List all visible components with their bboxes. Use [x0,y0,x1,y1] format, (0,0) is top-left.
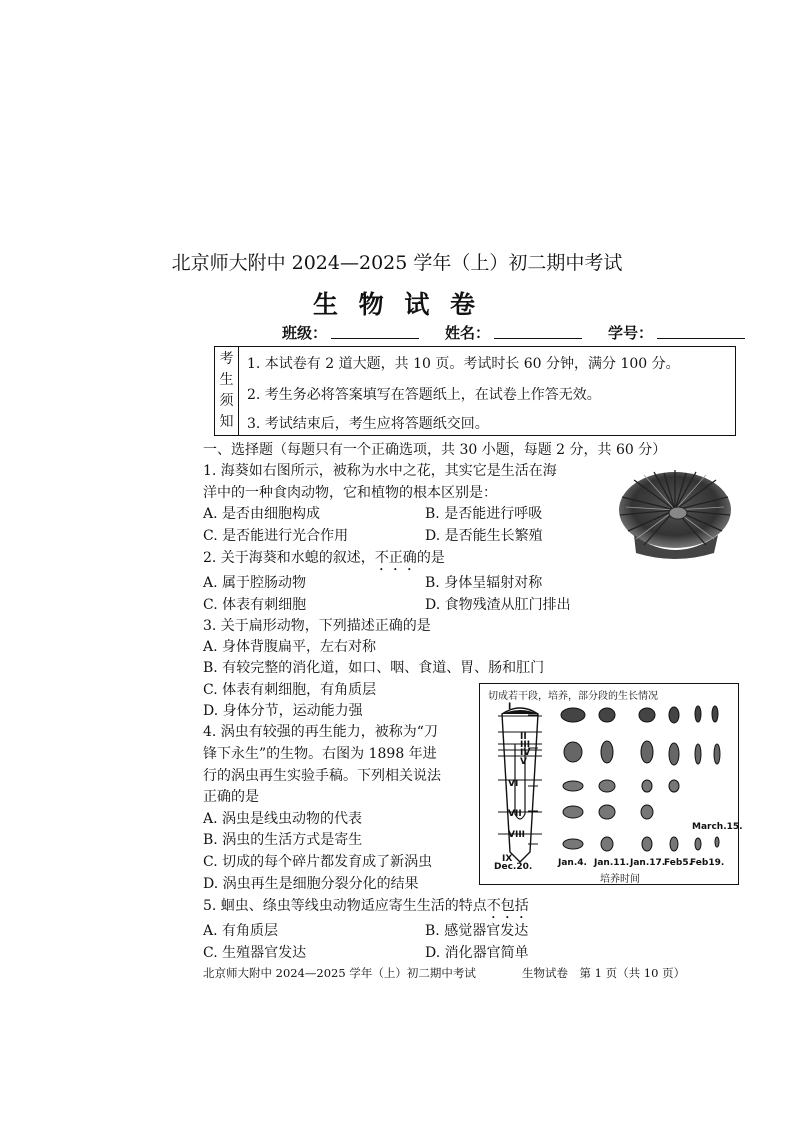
q5-option-a: A. 有角质层 [203,923,279,939]
q1-option-a: A. 是否由细胞构成 [203,506,321,522]
row-label: VIII [508,830,526,840]
q4-option-a: A. 涡虫是线虫动物的代表 [203,811,363,827]
date-label: Jan.11. [594,858,630,868]
q5-stem-emphasis: 不包括 [486,898,529,914]
q2-option-c: C. 体表有刺细胞 [203,597,307,613]
q4-option-c: C. 切成的每个碎片都发育成了新涡虫 [203,854,433,870]
paper-title: 北京师大附中 2024—2025 学年（上）初二期中考试 [171,252,623,274]
notice-box [214,346,736,436]
row-label: III [520,740,531,750]
q3-option-b: B. 有较完整的消化道，如口、咽、食道、胃、肠和肛门 [203,660,545,676]
footer-school: 北京师大附中 2024—2025 学年（上）初二期中考试 [203,966,476,980]
q2-stem-post: 的是 [416,550,445,566]
id-blank[interactable] [657,322,745,339]
q5-stem [203,895,529,922]
name-label: 姓名： [445,324,491,342]
q3-option-d: D. 身体分节，运动能力强 [203,703,363,719]
q2-option-a: A. 属于腔肠动物 [203,575,307,591]
notice-item: 2. 考生务必将答案填写在答题纸上，在试卷上作答无效。 [247,387,601,403]
q3-stem: 3. 关于扁形动物，下列描述正确的是 [203,618,431,634]
notice-item: 1. 本试卷有 2 道大题，共 10 页。考试时长 60 分钟，满分 100 分。 [247,356,680,372]
date-label: Jan.17. [630,858,666,868]
q4-stem-line4: 正确的是 [203,789,259,805]
q1-stem-line1: 1. 海葵如右图所示，被称为水中之花，其实它是生活在海 [203,463,557,479]
notice-head-char: 知 [219,414,234,430]
q2-option-b: B. 身体呈辐射对称 [425,575,543,591]
name-blank[interactable] [494,322,582,339]
notice-item: 3. 考试结束后，考生应将答题纸交回。 [247,416,489,432]
q1-option-c: C. 是否能进行光合作用 [203,528,349,544]
planarian-regeneration-figure [479,683,743,885]
q3-option-a: A. 身体背腹扁平，左右对称 [203,639,377,655]
q1-stem-line2: 洋中的一种食肉动物，它和植物的根本区别是： [203,485,497,501]
paper-subtitle: 生 物 试 卷 [312,290,482,319]
date-label: Dec.20. [494,862,533,872]
notice-head-char: 生 [219,372,234,388]
q4-stem-line1: 4. 涡虫有较强的再生能力，被称为“刀 [203,724,438,740]
notice-head-char: 须 [219,393,234,409]
date-label: Jan.4. [558,858,587,868]
row-label: V [520,757,527,767]
footer-page-number: 生物试卷 第 1 页（共 10 页） [522,966,686,980]
notice-heading [215,347,239,435]
row-label: IX [502,854,513,864]
date-label: Feb19. [690,858,725,868]
q2-stem [203,547,445,574]
q1-option-b: B. 是否能进行呼吸 [425,506,543,522]
notice-head-char: 考 [219,351,234,367]
row-label: IV [520,748,531,758]
date-label: March.15. [692,822,743,832]
row-label: VII [508,809,522,819]
class-label: 班级： [282,324,328,342]
q2-stem-emphasis: 不正确 [374,550,417,566]
q1-option-d: D. 是否能生长繁殖 [425,528,543,544]
date-label: Feb5. [664,858,693,868]
q5-option-b: B. 感觉器官发达 [425,923,529,939]
q5-option-d: D. 消化器官简单 [425,945,529,961]
q5-option-c: C. 生殖器官发达 [203,945,307,961]
q2-stem-pre: 2. 关于海葵和水螅的叙述， [203,550,375,566]
q4-stem-line2: 锋下永生”的生物。右图为 1898 年进 [203,746,437,762]
row-label: I [508,702,512,712]
sea-anemone-image [614,465,736,565]
section-heading: 一、选择题（每题只有一个正确选项，共 30 小题，每题 2 分，共 60 分） [203,442,667,458]
q5-stem-pre: 5. 蛔虫、绦虫等线虫动物适应寄生生活的特点 [203,898,487,914]
q2-option-d: D. 食物残渣从肛门排出 [425,597,571,613]
planarian-sketch [480,684,738,884]
q4-option-d: D. 涡虫再生是细胞分裂分化的结果 [203,876,419,892]
id-label: 学号： [608,324,654,342]
row-label: II [520,732,527,742]
q4-option-b: B. 涡虫的生活方式是寄生 [203,832,363,848]
row-label: VI [508,779,519,789]
student-info-row [282,322,745,343]
figure-x-caption: 培养时间 [600,874,640,885]
q3-option-c: C. 体表有刺细胞，有角质层 [203,682,377,698]
figure-caption: 切成若干段，培养，部分段的生长情况 [488,691,658,702]
class-blank[interactable] [331,322,419,339]
q4-stem-line3: 行的涡虫再生实验手稿。下列相关说法 [203,768,441,784]
